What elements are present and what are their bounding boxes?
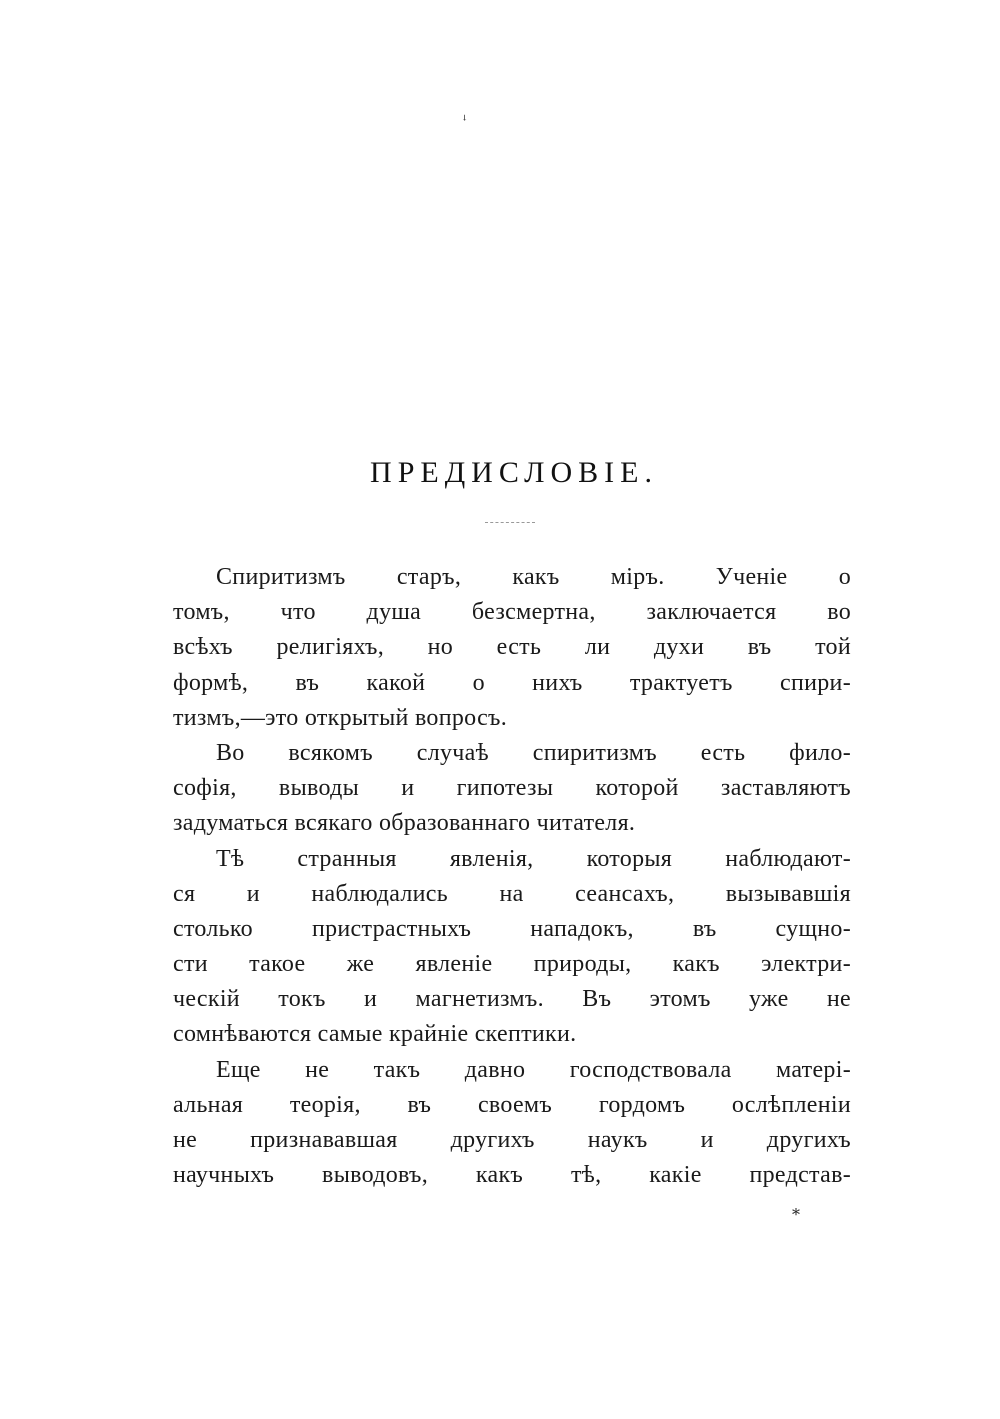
text-line: формѣ, въ какой о нихъ трактуетъ спири-: [173, 669, 851, 696]
text-line: томъ, что душа безсмертна, заключается во: [173, 599, 851, 626]
paragraph-3: [173, 842, 851, 1053]
title-divider: [485, 522, 535, 524]
page-mark: ꜜ: [462, 113, 468, 129]
text-line: софія, выводы и гипотезы которой заставляютъ: [173, 775, 851, 802]
text-line: не признававшая другихъ наукъ и другихъ: [173, 1127, 851, 1153]
paragraph-2: [173, 736, 851, 842]
text-line: Еще не такъ давно господствовала матері-: [216, 1056, 851, 1083]
text-line: тизмъ,—это открытый вопросъ.: [173, 704, 508, 731]
text-line: столько пристрастныхъ нападокъ, въ сущно-: [173, 915, 851, 942]
text-line: Спиритизмъ старъ, какъ міръ. Ученіе о: [216, 564, 851, 590]
signature-mark: *: [792, 1205, 800, 1224]
paragraph-1: [173, 560, 851, 736]
paragraph-4: [173, 1053, 851, 1194]
text-line: сомнѣваются самые крайніе скептики.: [173, 1021, 577, 1048]
text-line: ческій токъ и магнетизмъ. Въ этомъ уже не: [173, 986, 851, 1013]
preface-body: [173, 560, 851, 1193]
text-line: Во всякомъ случаѣ спиритизмъ есть фило-: [216, 739, 851, 766]
text-line: сти такое же явленіе природы, какъ электри-: [173, 951, 851, 978]
text-line: ся и наблюдались на сеансахъ, вызывавшія: [173, 880, 851, 907]
text-line: альная теорія, въ своемъ гордомъ ослѣпленіи: [173, 1091, 851, 1118]
text-line: научныхъ выводовъ, какъ тѣ, какіе представ-: [173, 1162, 851, 1189]
text-line: Тѣ странныя явленія, которыя наблюдают-: [216, 845, 851, 872]
text-line: задуматься всякаго образованнаго читателя.: [173, 810, 636, 837]
page-title: ПРЕДИСЛОВІЕ.: [370, 456, 658, 489]
text-line: всѣхъ религіяхъ, но есть ли духи въ той: [173, 634, 851, 661]
